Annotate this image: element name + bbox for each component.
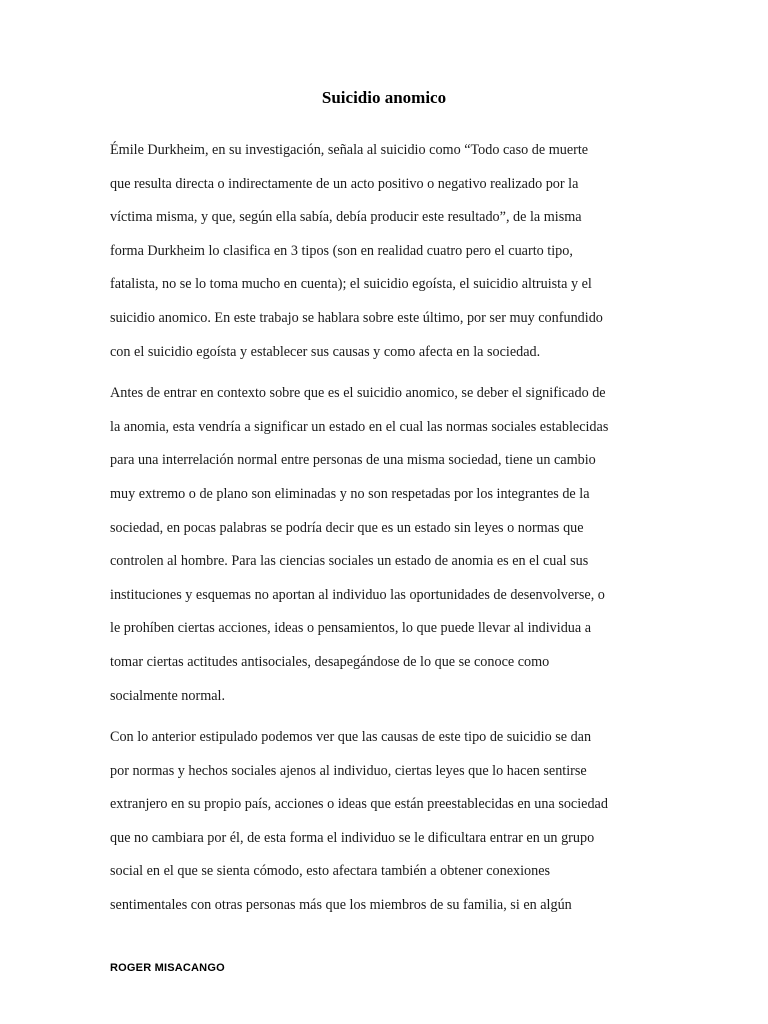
paragraph-line: para una interrelación normal entre personas de una misma sociedad, tiene un cambio — [110, 452, 596, 469]
paragraph-line: social en el que se sienta cómodo, esto afectara también a obtener conexiones — [110, 863, 551, 880]
paragraph-line: Antes de entrar en contexto sobre que es el suicidio anomico, se deber el significado de — [110, 385, 606, 402]
paragraph-line: víctima misma, y que, según ella sabía, debía producir este resultado”, de la misma — [110, 209, 582, 226]
paragraph-line: Con lo anterior estipulado podemos ver que las causas de este tipo de suicidio se dan — [110, 729, 592, 746]
paragraph-2 — [110, 381, 665, 717]
paragraph-line: forma Durkheim lo clasifica en 3 tipos (son en realidad cuatro pero el cuarto tipo, — [110, 242, 573, 259]
document-title: Suicidio anomico — [321, 88, 447, 107]
paragraph-line: con el suicidio egoísta y establecer sus causas y como afecta en la sociedad. — [110, 343, 541, 360]
paragraph-line: instituciones y esquemas no aportan al individuo las oportunidades de desenvolverse, o — [110, 586, 605, 603]
paragraph-line: suicidio anomico. En este trabajo se hablara sobre este último, por ser muy confundido — [110, 309, 603, 326]
paragraph-line: la anomia, esta vendría a significar un estado en el cual las normas sociales establecidas — [110, 418, 609, 435]
paragraph-line: sentimentales con otras personas más que los miembros de su familia, si en algún — [110, 897, 572, 914]
document-body — [110, 138, 665, 935]
paragraph-line: tomar ciertas actitudes antisociales, desapegándose de lo que se conoce como — [110, 653, 550, 670]
paragraph-line: controlen al hombre. Para las ciencias sociales un estado de anomia es en el cual sus — [110, 553, 589, 570]
paragraph-line: que no cambiara por él, de esta forma el individuo se le dificultara entrar en un grupo — [110, 829, 595, 846]
paragraph-line: socialmente normal. — [110, 687, 226, 704]
paragraph-line: Émile Durkheim, en su investigación, señala al suicidio como “Todo caso de muerte — [110, 142, 589, 158]
footer-author: ROGER MISACANGO — [110, 962, 225, 974]
paragraph-line: fatalista, no se lo toma mucho en cuenta); el suicidio egoísta, el suicidio altruista y el — [110, 276, 592, 293]
paragraph-line: extranjero en su propio país, acciones o ideas que están preestablecidas en una sociedad — [110, 796, 608, 813]
paragraph-3 — [110, 725, 665, 927]
paragraph-line: sociedad, en pocas palabras se podría decir que es un estado sin leyes o normas que — [110, 519, 584, 536]
paragraph-line: que resulta directa o indirectamente de un acto positivo o negativo realizado por la — [110, 175, 579, 192]
paragraph-1 — [110, 138, 665, 373]
paragraph-line: por normas y hechos sociales ajenos al individuo, ciertas leyes que lo hacen sentirse — [110, 762, 587, 779]
paragraph-line: le prohíben ciertas acciones, ideas o pensamientos, lo que puede llevar al individua a — [110, 620, 592, 637]
paragraph-line: muy extremo o de plano son eliminadas y no son respetadas por los integrantes de la — [110, 485, 590, 502]
